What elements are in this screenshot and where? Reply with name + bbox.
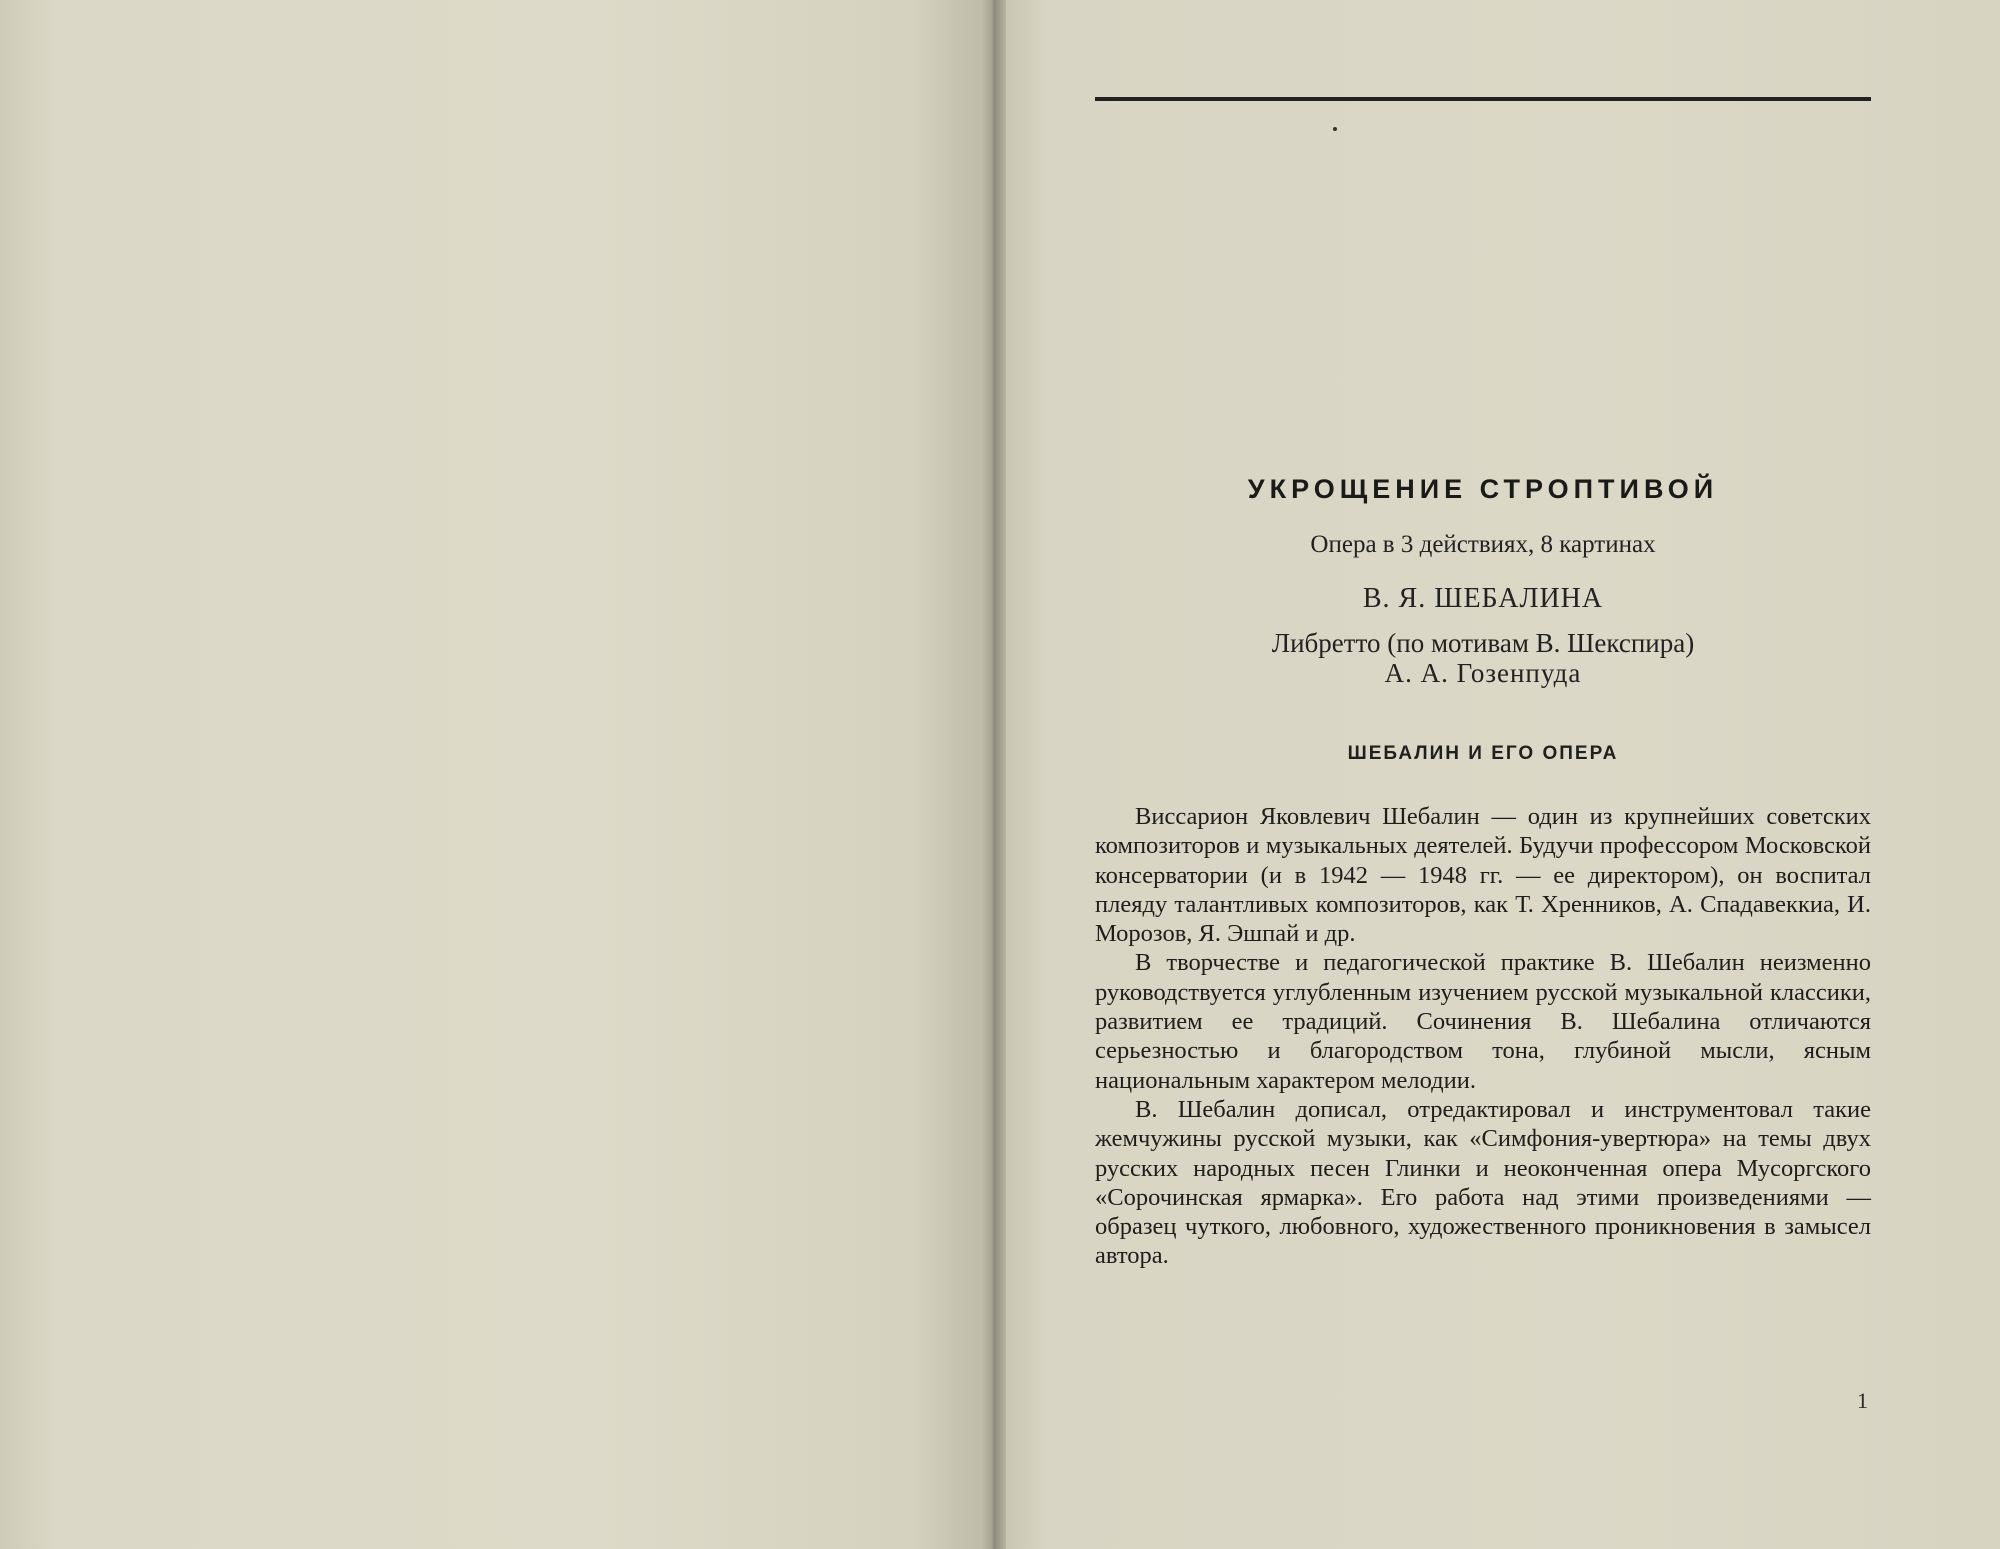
libretto-credit: Либретто (по мотивам В. Шекспира) bbox=[1271, 628, 1695, 658]
print-speck bbox=[1333, 127, 1337, 131]
paragraph-2: В творчестве и педагогической практике В. Шебалин неизменно руководствуется углубленным изучением русской музыкальной классики, развитием ее традиций. Сочинения В. Шебалина отличаются серьезностью и благородством тона, глубиной мысли, ясным национальным характером мелодии. bbox=[1095, 949, 1871, 1094]
paragraph-1: Виссарион Яковлевич Шебалин — один из крупнейших советских композиторов и музыкальных деятелей. Будучи профессором Московской консерватории (и в 1942 — 1948 гг. — ее директором), он воспитал плеяду талантливых композиторов, как Т. Хренников, А. Спадавеккиа, И. Морозов, Я. Эшпай и др. bbox=[1095, 803, 1871, 948]
left-page-blank bbox=[0, 0, 990, 1549]
opera-subtitle: Опера в 3 действиях, 8 картинах bbox=[1310, 531, 1656, 558]
composer-name: В. Я. ШЕБАЛИНА bbox=[1362, 583, 1604, 614]
book-gutter bbox=[980, 0, 1006, 1549]
opera-title: УКРОЩЕНИЕ СТРОПТИВОЙ bbox=[1247, 474, 1719, 504]
right-page bbox=[1000, 0, 2000, 1549]
section-heading: ШЕБАЛИН И ЕГО ОПЕРА bbox=[1347, 743, 1619, 764]
librettist-name: А. А. Гозенпуда bbox=[1384, 658, 1582, 688]
page-number: 1 bbox=[1857, 1388, 1868, 1413]
article-body bbox=[1095, 802, 1871, 1271]
paragraph-3: В. Шебалин дописал, отредактировал и инструментовал такие жемчужины русской музыки, как «Симфония-увертюра» на темы двух русских народных песен Глинки и неоконченная опера Мусоргского «Сорочинская ярмарка». Его работа над этими произведениями — образец чуткого, любовного, художественного проникновения в замысел автора. bbox=[1095, 1095, 1871, 1270]
top-rule-divider bbox=[1095, 97, 1871, 101]
